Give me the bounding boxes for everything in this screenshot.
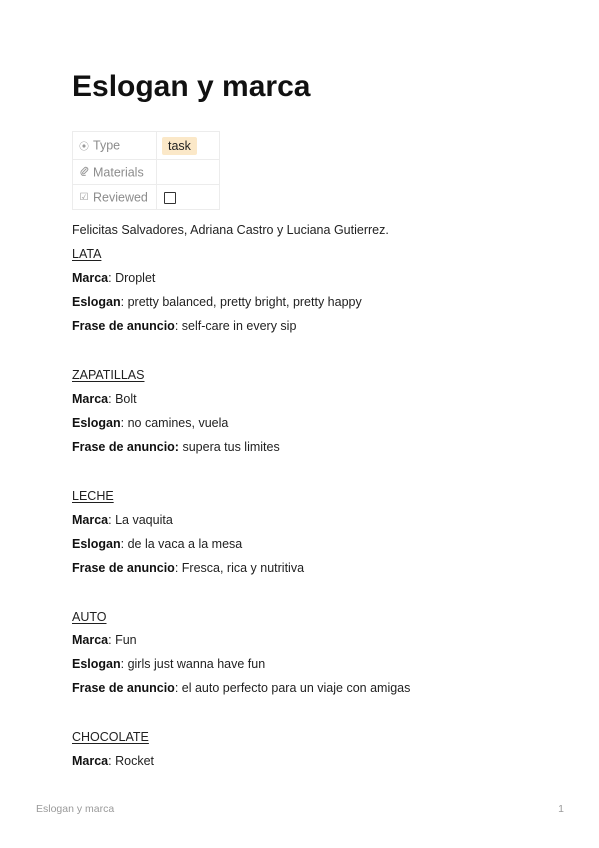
checkbox-icon: ☑ bbox=[79, 191, 89, 203]
footer-title: Eslogan y marca bbox=[36, 803, 115, 815]
frase-line: Frase de anuncio: supera tus limites bbox=[72, 440, 280, 454]
section-heading: AUTO bbox=[72, 610, 107, 624]
eslogan-line: Eslogan: de la vaca a la mesa bbox=[72, 537, 243, 551]
eslogan-line: Eslogan: no camines, vuela bbox=[72, 416, 229, 430]
property-value[interactable] bbox=[157, 160, 220, 185]
section-heading: CHOCOLATE bbox=[72, 730, 149, 744]
marca-line: Marca: Droplet bbox=[72, 271, 156, 285]
property-value[interactable] bbox=[157, 132, 220, 160]
frase-line: Frase de anuncio: self-care in every sip bbox=[72, 319, 297, 333]
paperclip-icon bbox=[79, 166, 89, 179]
authors-text: Felicitas Salvadores, Adriana Castro y Luciana Gutierrez. bbox=[72, 223, 389, 237]
properties-table bbox=[72, 131, 220, 210]
property-row-type bbox=[73, 132, 220, 160]
page-number: 1 bbox=[558, 803, 564, 815]
eslogan-line: Eslogan: pretty balanced, pretty bright, pretty happy bbox=[72, 295, 362, 309]
marca-line: Marca: Bolt bbox=[72, 392, 137, 406]
property-row-materials bbox=[73, 160, 220, 185]
marca-line: Marca: Rocket bbox=[72, 754, 154, 768]
eslogan-line: Eslogan: girls just wanna have fun bbox=[72, 657, 266, 671]
property-key: ⦿ Type bbox=[73, 132, 157, 160]
section-heading: LATA bbox=[72, 247, 102, 261]
frase-line: Frase de anuncio: el auto perfecto para un viaje con amigas bbox=[72, 681, 411, 695]
page-title: Eslogan y marca bbox=[72, 70, 311, 103]
property-key: Materials bbox=[73, 160, 157, 185]
section-heading: LECHE bbox=[72, 489, 114, 503]
section-heading: ZAPATILLAS bbox=[72, 368, 145, 382]
property-value[interactable] bbox=[157, 185, 220, 210]
property-row-reviewed bbox=[73, 185, 220, 210]
type-tag[interactable]: task bbox=[162, 137, 197, 155]
marca-line: Marca: La vaquita bbox=[72, 513, 173, 527]
property-key: ☑ Reviewed bbox=[73, 185, 157, 210]
marca-line: Marca: Fun bbox=[72, 633, 137, 647]
target-icon: ⦿ bbox=[79, 142, 89, 154]
frase-line: Frase de anuncio: Fresca, rica y nutritiva bbox=[72, 561, 305, 575]
reviewed-checkbox[interactable] bbox=[164, 192, 176, 204]
